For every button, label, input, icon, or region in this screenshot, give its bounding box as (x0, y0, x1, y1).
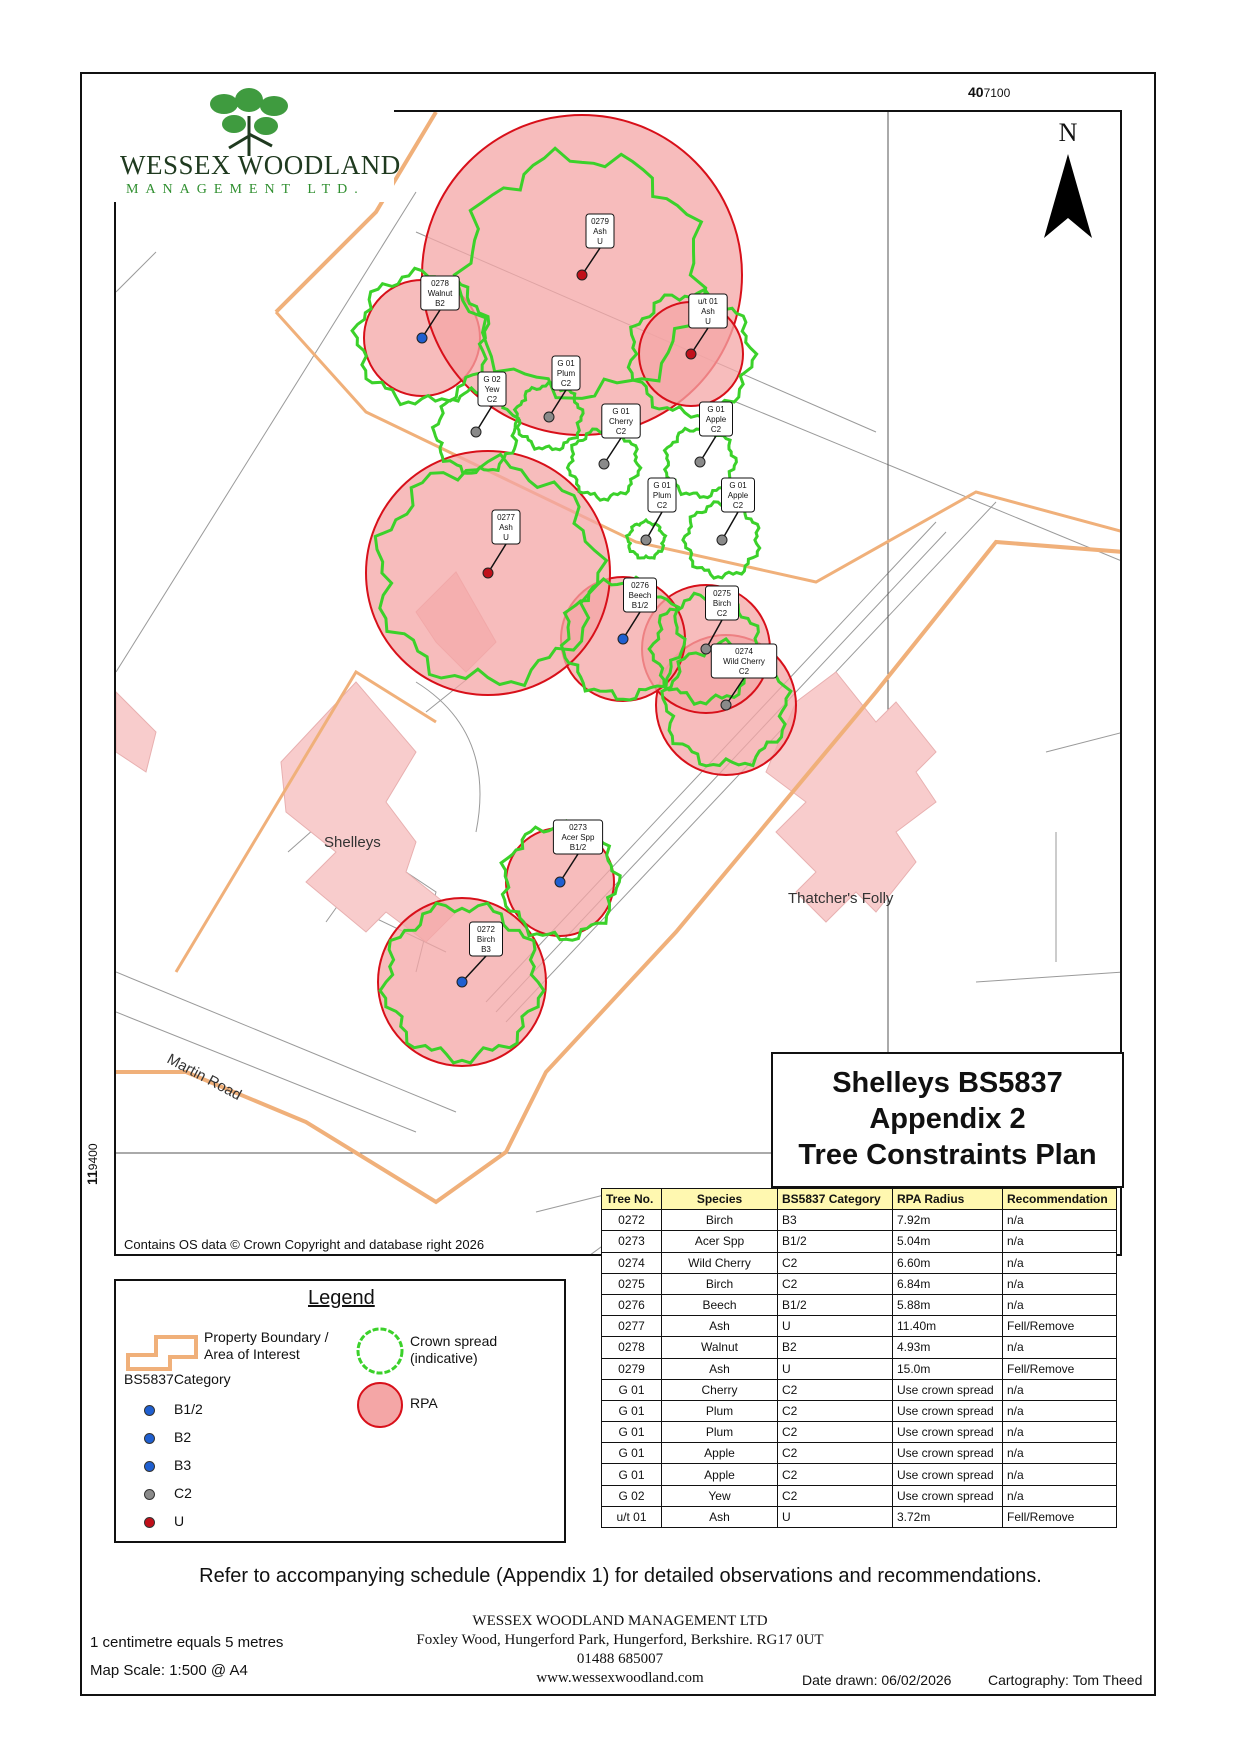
tree-label-id: 0273 (569, 823, 587, 832)
place-label-shelleys: Shelleys (324, 834, 381, 851)
cell-tree-no: G 01 (602, 1379, 662, 1400)
place-label-martin-road: Martin Road (164, 1050, 245, 1104)
tree-marker-g-01-plum[interactable] (544, 412, 554, 422)
legend-category-label: U (174, 1513, 185, 1529)
tree-label-id: u/t 01 (697, 297, 719, 306)
tree-label-id: 0279 (591, 217, 609, 226)
legend-category-label: B3 (174, 1457, 192, 1473)
map-scale: Map Scale: 1:500 @ A4 (90, 1662, 248, 1679)
header-species: Species (662, 1189, 778, 1210)
legend-category-dot (144, 1461, 155, 1472)
legend-boundary-line1: Property Boundary / (204, 1329, 329, 1345)
legend-category-label: C2 (174, 1485, 192, 1501)
cell-recommendation: Fell/Remove (1003, 1506, 1117, 1527)
company-logo (114, 84, 401, 202)
cell-recommendation: n/a (1003, 1400, 1117, 1421)
tree-marker-0276-beech[interactable] (618, 634, 628, 644)
tree-marker-g-01-plum[interactable] (641, 535, 651, 545)
tree-label-category: U (597, 237, 603, 246)
tree-label-species: Walnut (427, 289, 453, 298)
legend-box (114, 1279, 566, 1543)
tree-label-category: C2 (710, 425, 722, 434)
cell-category: C2 (778, 1400, 893, 1421)
scale-text: 1 centimetre equals 5 metres (90, 1634, 284, 1651)
legend-category-dot (144, 1433, 155, 1444)
table-row (602, 1337, 1117, 1358)
tree-label-species: Ash (701, 307, 715, 316)
cell-tree-no: G 01 (602, 1400, 662, 1421)
os-copyright: Contains OS data © Crown Copyright and database right 2026 (120, 1236, 488, 1253)
cell-rpa-radius: 5.04m (893, 1231, 1003, 1252)
tree-label-id: G 01 (729, 481, 747, 490)
cell-category: B1/2 (778, 1231, 893, 1252)
cell-rpa-radius: Use crown spread (893, 1443, 1003, 1464)
cell-category: C2 (778, 1252, 893, 1273)
tree-marker-0277-ash[interactable] (483, 568, 493, 578)
company-name: WESSEX WOODLAND MANAGEMENT LTD (472, 1613, 768, 1629)
tree-label-species: Plum (556, 369, 576, 378)
cell-category: C2 (778, 1379, 893, 1400)
cell-category: B3 (778, 1210, 893, 1231)
cell-recommendation: n/a (1003, 1294, 1117, 1315)
cell-rpa-radius: 4.93m (893, 1337, 1003, 1358)
legend-category-dot (144, 1489, 155, 1500)
cell-species: Walnut (662, 1337, 778, 1358)
cartography: Cartography: Tom Theed (988, 1672, 1143, 1688)
table-row (602, 1464, 1117, 1485)
cell-tree-no: 0274 (602, 1252, 662, 1273)
legend-category-heading: BS5837Category (124, 1371, 231, 1387)
tree-label-id: 0277 (497, 513, 515, 522)
cell-recommendation: n/a (1003, 1443, 1117, 1464)
cell-species: Apple (662, 1443, 778, 1464)
tree-label-category: C2 (656, 501, 668, 510)
tree-marker-0274-wild-cherry[interactable] (721, 700, 731, 710)
cell-recommendation: Fell/Remove (1003, 1358, 1117, 1379)
cell-rpa-radius: Use crown spread (893, 1422, 1003, 1443)
oak-leaf-icon (194, 86, 304, 156)
cell-tree-no: G 01 (602, 1443, 662, 1464)
northing-label: 119400 (84, 1143, 100, 1185)
legend-crown-line2: (indicative) (410, 1350, 478, 1366)
tree-label-id: G 01 (707, 405, 725, 414)
cell-category: C2 (778, 1273, 893, 1294)
tree-label-id: 0276 (631, 581, 649, 590)
header-tree-no: Tree No. (602, 1189, 662, 1210)
cell-tree-no: 0278 (602, 1337, 662, 1358)
north-arrow (1036, 118, 1100, 246)
cell-recommendation: n/a (1003, 1379, 1117, 1400)
tree-label-species: Acer Spp (561, 833, 595, 842)
table-row (602, 1506, 1117, 1527)
cell-recommendation: n/a (1003, 1210, 1117, 1231)
cell-recommendation: n/a (1003, 1464, 1117, 1485)
cell-category: U (778, 1316, 893, 1337)
table-row (602, 1294, 1117, 1315)
tree-marker-g-01-cherry[interactable] (599, 459, 609, 469)
place-label-thatchers-folly: Thatcher's Folly (788, 890, 894, 907)
tree-label-category: C2 (615, 427, 627, 436)
cell-category: U (778, 1358, 893, 1379)
cell-tree-no: 0273 (602, 1231, 662, 1252)
cell-recommendation: n/a (1003, 1273, 1117, 1294)
easting-label: 407100 (968, 84, 1011, 100)
logo-name: WESSEX WOODLAND (120, 150, 401, 180)
legend-crown-line1: Crown spread (410, 1333, 498, 1349)
cell-rpa-radius: 7.92m (893, 1210, 1003, 1231)
cell-tree-no: 0276 (602, 1294, 662, 1315)
table-row (602, 1379, 1117, 1400)
cell-species: Ash (662, 1506, 778, 1527)
cell-category: U (778, 1506, 893, 1527)
cell-category: C2 (778, 1443, 893, 1464)
tree-label-category: B3 (481, 945, 491, 954)
cell-rpa-radius: 11.40m (893, 1316, 1003, 1337)
company-address-block (370, 1612, 870, 1688)
cell-tree-no: G 01 (602, 1422, 662, 1443)
tree-label-species: Ash (593, 227, 607, 236)
title-line-1: Shelleys BS5837 (832, 1067, 1063, 1099)
tree-marker-0279-ash[interactable] (577, 270, 587, 280)
company-address: Foxley Wood, Hungerford Park, Hungerford, Berkshire. RG17 0UT (416, 1632, 824, 1648)
tree-marker-0272-birch[interactable] (457, 977, 467, 987)
header-rpa-radius: RPA Radius (893, 1189, 1003, 1210)
table-row (602, 1400, 1117, 1421)
cell-category: B2 (778, 1337, 893, 1358)
legend-category-dot (144, 1405, 155, 1416)
tree-label-species: Birch (712, 599, 732, 608)
cell-rpa-radius: Use crown spread (893, 1400, 1003, 1421)
tree-marker-0273-acer-spp[interactable] (555, 877, 565, 887)
cell-recommendation: n/a (1003, 1252, 1117, 1273)
cell-recommendation: n/a (1003, 1231, 1117, 1252)
tree-label-species: Apple (705, 415, 727, 424)
cell-tree-no: 0275 (602, 1273, 662, 1294)
cell-rpa-radius: Use crown spread (893, 1485, 1003, 1506)
cell-rpa-radius: 3.72m (893, 1506, 1003, 1527)
table-row (602, 1273, 1117, 1294)
table-row (602, 1316, 1117, 1337)
tree-marker-0278-walnut[interactable] (417, 333, 427, 343)
tree-label-id: G 01 (557, 359, 575, 368)
cell-tree-no: 0277 (602, 1316, 662, 1337)
table-row (602, 1443, 1117, 1464)
cell-species: Birch (662, 1273, 778, 1294)
tree-label-category: U (705, 317, 711, 326)
tree-marker-g-01-apple[interactable] (717, 535, 727, 545)
cell-recommendation: n/a (1003, 1485, 1117, 1506)
tree-label-id: 0274 (735, 647, 753, 656)
table-row (602, 1358, 1117, 1379)
tree-label-id: 0275 (713, 589, 731, 598)
cell-species: Beech (662, 1294, 778, 1315)
cell-category: C2 (778, 1422, 893, 1443)
table-row (602, 1210, 1117, 1231)
company-web[interactable]: www.wessexwoodland.com (536, 1670, 704, 1686)
tree-label-species: Birch (476, 935, 496, 944)
tree-label-category: C2 (716, 609, 728, 618)
tree-marker-0275-birch[interactable] (701, 644, 711, 654)
header-category: BS5837 Category (778, 1189, 893, 1210)
tree-label-id: 0278 (431, 279, 449, 288)
cell-species: Acer Spp (662, 1231, 778, 1252)
crown-spread-swatch (352, 1323, 408, 1379)
cell-category: B1/2 (778, 1294, 893, 1315)
title-box (771, 1052, 1124, 1188)
cell-species: Birch (662, 1210, 778, 1231)
cell-recommendation: n/a (1003, 1422, 1117, 1443)
cell-tree-no: G 01 (602, 1464, 662, 1485)
tree-label-category: B1/2 (631, 601, 649, 610)
cell-rpa-radius: Use crown spread (893, 1379, 1003, 1400)
tree-label-species: Yew (484, 385, 500, 394)
tree-label-category: C2 (486, 395, 498, 404)
tree-marker-u-t-01-ash[interactable] (686, 349, 696, 359)
tree-label-id: G 02 (483, 375, 501, 384)
tree-label-id: G 01 (612, 407, 630, 416)
table-row (602, 1422, 1117, 1443)
north-label: N (1058, 118, 1078, 147)
cell-category: C2 (778, 1485, 893, 1506)
table-row (602, 1252, 1117, 1273)
title-line-3: Tree Constraints Plan (798, 1139, 1097, 1171)
cell-species: Apple (662, 1464, 778, 1485)
tree-label-id: G 01 (653, 481, 671, 490)
legend-boundary-line2: Area of Interest (204, 1346, 300, 1362)
legend-title: Legend (308, 1287, 375, 1309)
cell-tree-no: 0279 (602, 1358, 662, 1379)
rpa-swatch (352, 1377, 408, 1433)
refer-note: Refer to accompanying schedule (Appendix 1) for detailed observations and recommendations. (199, 1565, 1042, 1587)
tree-marker-g-01-apple[interactable] (695, 457, 705, 467)
cell-species: Ash (662, 1358, 778, 1379)
tree-label-category: B2 (435, 299, 445, 308)
cell-species: Plum (662, 1400, 778, 1421)
tree-label-species: Apple (727, 491, 749, 500)
tree-marker-g-02-yew[interactable] (471, 427, 481, 437)
tree-label-category: U (503, 533, 509, 542)
header-recommendation: Recommendation (1003, 1189, 1117, 1210)
tree-label-species: Wild Cherry (723, 657, 765, 666)
company-phone: 01488 685007 (576, 1651, 664, 1667)
cell-rpa-radius: 6.84m (893, 1273, 1003, 1294)
cell-recommendation: Fell/Remove (1003, 1316, 1117, 1337)
cell-species: Wild Cherry (662, 1252, 778, 1273)
tree-label-species: Ash (499, 523, 513, 532)
cell-category: C2 (778, 1464, 893, 1485)
tree-label-species: Cherry (608, 417, 634, 426)
cell-tree-no: u/t 01 (602, 1506, 662, 1527)
cell-rpa-radius: 6.60m (893, 1252, 1003, 1273)
legend-category-label: B2 (174, 1429, 192, 1445)
cell-rpa-radius: 5.88m (893, 1294, 1003, 1315)
property-boundary-swatch (126, 1333, 206, 1373)
cell-species: Cherry (662, 1379, 778, 1400)
tree-label-species: Beech (628, 591, 652, 600)
cell-species: Ash (662, 1316, 778, 1337)
table-row (602, 1485, 1117, 1506)
legend-category-label: B1/2 (174, 1401, 203, 1417)
title-line-2: Appendix 2 (869, 1103, 1026, 1135)
tree-label-category: C2 (560, 379, 572, 388)
cell-recommendation: n/a (1003, 1337, 1117, 1358)
tree-label-category: C2 (732, 501, 744, 510)
legend-rpa: RPA (410, 1395, 438, 1411)
cell-rpa-radius: 15.0m (893, 1358, 1003, 1379)
cell-species: Plum (662, 1422, 778, 1443)
cell-rpa-radius: Use crown spread (893, 1464, 1003, 1485)
cell-tree-no: 0272 (602, 1210, 662, 1231)
table-header-row (602, 1189, 1117, 1210)
tree-label-id: 0272 (477, 925, 495, 934)
tree-label-category: C2 (738, 667, 750, 676)
cell-tree-no: G 02 (602, 1485, 662, 1506)
table-row (602, 1231, 1117, 1252)
north-arrow-icon (1036, 154, 1100, 254)
cell-species: Yew (662, 1485, 778, 1506)
tree-label-species: Plum (652, 491, 672, 500)
date-drawn: Date drawn: 06/02/2026 (802, 1672, 952, 1688)
tree-schedule-table (601, 1188, 1117, 1528)
tree-label-category: B1/2 (569, 843, 587, 852)
legend-category-dot (144, 1517, 155, 1528)
logo-subtitle: MANAGEMENT LTD. (126, 182, 365, 197)
